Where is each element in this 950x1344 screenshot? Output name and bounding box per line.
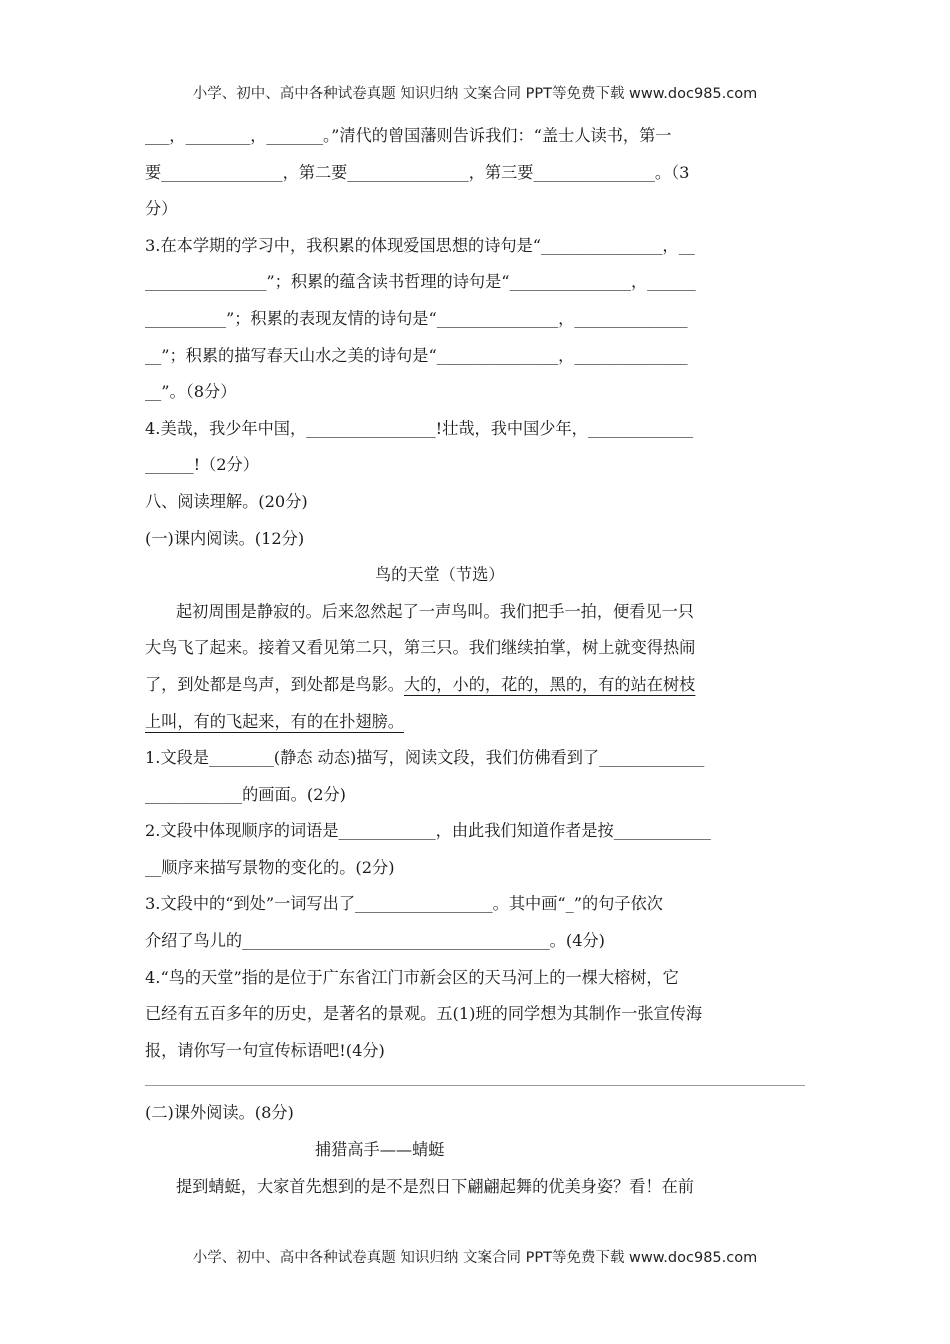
text-line: 分） (145, 199, 178, 219)
page-header: 小学、初中、高中各种试卷真题 知识归纳 文案合同 PPT等免费下载 www.doc985.com (192, 86, 758, 102)
text-line: 要_______________，第二要_______________，第三要_______________。（3 (145, 162, 690, 182)
text-line: __顺序来描写景物的变化的。(2分) (145, 857, 395, 877)
text-line: ____________的画面。(2分) (145, 784, 346, 804)
answer-line (145, 1085, 805, 1086)
section-heading-reading: 八、阅读理解。(20分) (145, 491, 308, 511)
text-line: ______!（2分） (145, 455, 259, 475)
question-4: 4.美哉，我少年中国，________________!壮哉，我中国少年，_____________ (145, 418, 694, 438)
question-1: 1.文段是________(静态 动态)描写，阅读文段，我们仿佛看到了_____________ (145, 748, 705, 768)
underlined-sentence: 大的，小的，花的，黑的，有的站在树枝 (404, 674, 696, 694)
text-line: __________”；积累的表现友情的诗句是“_______________，______________ (145, 308, 688, 328)
question-3: 3.在本学期的学习中，我积累的体现爱国思想的诗句是“_______________，__ (145, 235, 695, 255)
text-line: 报，请你写一句宣传标语吧!(4分) (145, 1040, 385, 1060)
question-2: 2.文段中体现顺序的词语是____________，由此我们知道作者是按____________ (145, 821, 711, 841)
text-line: __”。（8分） (145, 382, 237, 402)
passage-title: 鸟的天堂（节选） (375, 565, 505, 585)
passage-line: 起初周围是静寂的。后来忽然起了一声鸟叫。我们把手一拍，便看见一只 (176, 601, 694, 621)
passage-plain-text: 了，到处都是鸟声，到处都是鸟影。 (145, 674, 404, 694)
text-line: __”；积累的描写春天山水之美的诗句是“_______________，______________ (145, 345, 688, 365)
passage-line (145, 667, 807, 704)
document-body (145, 118, 807, 1205)
passage-title: 捕猎高手——蜻蜓 (315, 1140, 445, 1160)
passage-line (145, 704, 807, 741)
text-line: _______________”；积累的蕴含读书哲理的诗句是“_______________，______ (145, 272, 696, 292)
question-4: 4.“鸟的天堂”指的是位于广东省江门市新会区的天马河上的一棵大榕树，它 (145, 967, 679, 987)
underlined-sentence: 上叫，有的飞起来，有的在扑翅膀。 (145, 711, 404, 731)
subsection-heading-in-class: (一)课内阅读。(12分) (145, 528, 305, 548)
passage-line: 提到蜻蜓，大家首先想到的是不是烈日下翩翩起舞的优美身姿？看！在前 (176, 1176, 694, 1196)
text-line: 介绍了鸟儿的______________________________________。(4分) (145, 931, 605, 951)
page-footer: 小学、初中、高中各种试卷真题 知识归纳 文案合同 PPT等免费下载 www.doc985.com (192, 1250, 758, 1266)
subsection-heading-extracurricular: (二)课外阅读。(8分) (145, 1103, 294, 1123)
passage-line: 大鸟飞了起来。接着又看见第二只，第三只。我们继续拍掌，树上就变得热闹 (145, 638, 696, 658)
text-line: ___，________，_______。”清代的曾国藩则告诉我们：“盖士人读书，第一 (145, 126, 672, 145)
question-3: 3.文段中的“到处”一词写出了_________________。其中画“_”的句子依次 (145, 894, 663, 914)
text-line: 已经有五百多年的历史，是著名的景观。五(1)班的同学想为其制作一张宣传海 (145, 1004, 703, 1024)
